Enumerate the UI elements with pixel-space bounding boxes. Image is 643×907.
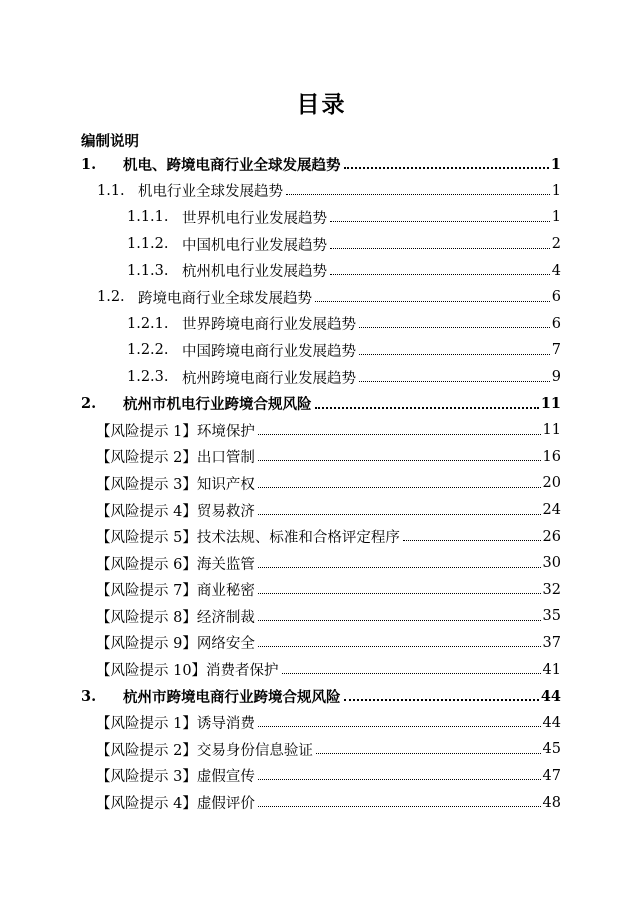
toc-entry-page: 20 xyxy=(542,475,561,492)
toc-entry-page: 37 xyxy=(542,634,561,651)
toc-leader-dots xyxy=(258,726,541,727)
toc-entry-label: 【风险提示 1】环境保护 xyxy=(96,423,255,440)
toc-entry-number: 1.1.2. xyxy=(127,236,169,253)
toc-leader-dots xyxy=(344,167,549,169)
toc-entry-page: 11 xyxy=(540,395,561,413)
toc-leader-dots xyxy=(330,221,550,222)
toc-entry-label: 【风险提示 2】出口管制 xyxy=(96,450,255,467)
toc-entry-label: 【风险提示 10】消费者保护 xyxy=(96,663,279,680)
toc-leader-dots xyxy=(258,620,541,621)
toc-leader-dots xyxy=(282,673,541,674)
toc-entry[interactable] xyxy=(0,337,643,364)
toc-entry-page: 6 xyxy=(551,315,561,332)
toc-leader-dots xyxy=(258,646,541,647)
toc-leader-dots xyxy=(258,434,541,435)
toc-entry-page: 9 xyxy=(551,369,561,386)
toc-entry[interactable] xyxy=(0,311,643,338)
toc-entry-label: 【风险提示 5】技术法规、标准和合格评定程序 xyxy=(96,530,400,547)
toc-leader-dots xyxy=(344,699,539,701)
toc-entry-number: 1.2.2. xyxy=(127,342,169,359)
toc-entry-page: 1 xyxy=(550,155,561,173)
toc-entry[interactable] xyxy=(0,178,643,205)
toc-entry[interactable] xyxy=(0,736,643,763)
toc-entry-page: 35 xyxy=(542,608,561,625)
toc-entry-label: 【风险提示 9】网络安全 xyxy=(96,636,255,653)
toc-entry[interactable] xyxy=(0,577,643,604)
toc-entry-number: 1.1.3. xyxy=(127,262,169,279)
toc-entry-label: 跨境电商行业全球发展趋势 xyxy=(138,290,312,307)
toc-entry[interactable] xyxy=(0,656,643,683)
toc-entry-page: 47 xyxy=(542,767,561,784)
toc-entry-number: 1.2. xyxy=(97,289,125,306)
toc-entry-page: 1 xyxy=(551,209,561,226)
toc-entry[interactable] xyxy=(0,603,643,630)
toc-leader-dots xyxy=(315,301,550,302)
toc-entry[interactable] xyxy=(0,683,643,710)
toc-entry-label: 【风险提示 1】诱导消费 xyxy=(96,716,255,733)
toc-entry[interactable] xyxy=(0,284,643,311)
toc-entry-label: 【风险提示 4】虚假评价 xyxy=(96,796,255,813)
toc-entry[interactable] xyxy=(0,497,643,524)
toc-entry-page: 4 xyxy=(551,262,561,279)
toc-entry[interactable] xyxy=(0,151,643,178)
toc-entry-number: 1.1. xyxy=(97,182,125,199)
toc-entry-label: 杭州市机电行业跨境合规风险 xyxy=(123,396,312,414)
toc-entry[interactable] xyxy=(0,390,643,417)
toc-entry-page: 41 xyxy=(542,661,561,678)
toc-leader-dots xyxy=(258,779,541,780)
toc-leader-dots xyxy=(286,194,550,195)
toc-entry[interactable] xyxy=(0,709,643,736)
toc-entry-page: 1 xyxy=(551,182,561,199)
toc-leader-dots xyxy=(359,381,550,382)
toc-entry-number: 1.2.1. xyxy=(127,315,169,332)
toc-leader-dots xyxy=(316,753,541,754)
toc-entry[interactable] xyxy=(0,630,643,657)
toc-entry[interactable] xyxy=(0,470,643,497)
toc-entry-label: 【风险提示 3】虚假宣传 xyxy=(96,769,255,786)
toc-entry-page: 26 xyxy=(542,528,561,545)
toc-leader-dots xyxy=(258,487,541,488)
toc-entry-page: 7 xyxy=(551,342,561,359)
toc-entry-number: 1.2.3. xyxy=(127,369,169,386)
toc-entry-label: 【风险提示 7】商业秘密 xyxy=(96,583,255,600)
page-title: 目录 xyxy=(296,91,347,118)
toc-entry-page: 44 xyxy=(542,714,561,731)
toc-entry-label: 【风险提示 2】交易身份信息验证 xyxy=(96,742,313,759)
toc-entry-number: 3. xyxy=(81,687,97,705)
toc-entry-number: 1.1.1. xyxy=(127,209,169,226)
toc-entry-page: 30 xyxy=(542,555,561,572)
toc-entry-label: 中国机电行业发展趋势 xyxy=(182,237,327,254)
toc-leader-dots xyxy=(258,460,541,461)
toc-entry-label: 世界机电行业发展趋势 xyxy=(182,210,327,227)
toc-leader-dots xyxy=(315,407,539,409)
toc-entry-label: 【风险提示 4】贸易救济 xyxy=(96,503,255,520)
toc-entry[interactable] xyxy=(0,204,643,231)
toc-entry-label: 机电行业全球发展趋势 xyxy=(138,184,283,201)
toc-entry-page: 11 xyxy=(542,422,561,439)
toc-leader-dots xyxy=(258,593,541,594)
toc-leader-dots xyxy=(330,274,550,275)
toc-entry[interactable] xyxy=(0,550,643,577)
toc-entry[interactable] xyxy=(0,257,643,284)
toc-entry-label: 【风险提示 3】知识产权 xyxy=(96,476,255,493)
toc-entry[interactable] xyxy=(0,763,643,790)
toc-entry[interactable] xyxy=(0,444,643,471)
table-of-contents xyxy=(0,151,643,816)
toc-entry-page: 32 xyxy=(542,581,561,598)
toc-entry-label: 中国跨境电商行业发展趋势 xyxy=(182,343,356,360)
toc-entry-page: 45 xyxy=(542,741,561,758)
toc-entry[interactable] xyxy=(0,364,643,391)
toc-entry-label: 杭州跨境电商行业发展趋势 xyxy=(182,370,356,387)
toc-entry[interactable] xyxy=(0,417,643,444)
toc-entry-label: 机电、跨境电商行业全球发展趋势 xyxy=(123,156,341,174)
toc-entry-page: 2 xyxy=(551,236,561,253)
toc-leader-dots xyxy=(330,248,550,249)
toc-entry-page: 16 xyxy=(542,448,561,465)
toc-entry-page: 44 xyxy=(540,687,561,705)
toc-entry[interactable] xyxy=(0,523,643,550)
toc-leader-dots xyxy=(258,567,541,568)
toc-leader-dots xyxy=(258,806,541,807)
toc-leader-dots xyxy=(359,327,550,328)
toc-entry[interactable] xyxy=(0,231,643,258)
toc-entry-page: 6 xyxy=(551,289,561,306)
toc-entry-label: 世界跨境电商行业发展趋势 xyxy=(182,317,356,334)
toc-leader-dots xyxy=(359,354,550,355)
toc-intro-entry[interactable]: 编制说明 xyxy=(81,133,139,150)
toc-entry-number: 1. xyxy=(81,155,97,173)
toc-entry-label: 【风险提示 6】海关监管 xyxy=(96,556,255,573)
toc-entry-label: 杭州机电行业发展趋势 xyxy=(182,264,327,281)
toc-entry[interactable] xyxy=(0,789,643,816)
toc-entry-label: 杭州市跨境电商行业跨境合规风险 xyxy=(123,688,341,706)
toc-leader-dots xyxy=(258,514,541,515)
toc-entry-page: 24 xyxy=(542,502,561,519)
toc-entry-page: 48 xyxy=(542,794,561,811)
toc-entry-number: 2. xyxy=(81,395,97,413)
toc-leader-dots xyxy=(403,540,541,541)
toc-entry-label: 【风险提示 8】经济制裁 xyxy=(96,609,255,626)
